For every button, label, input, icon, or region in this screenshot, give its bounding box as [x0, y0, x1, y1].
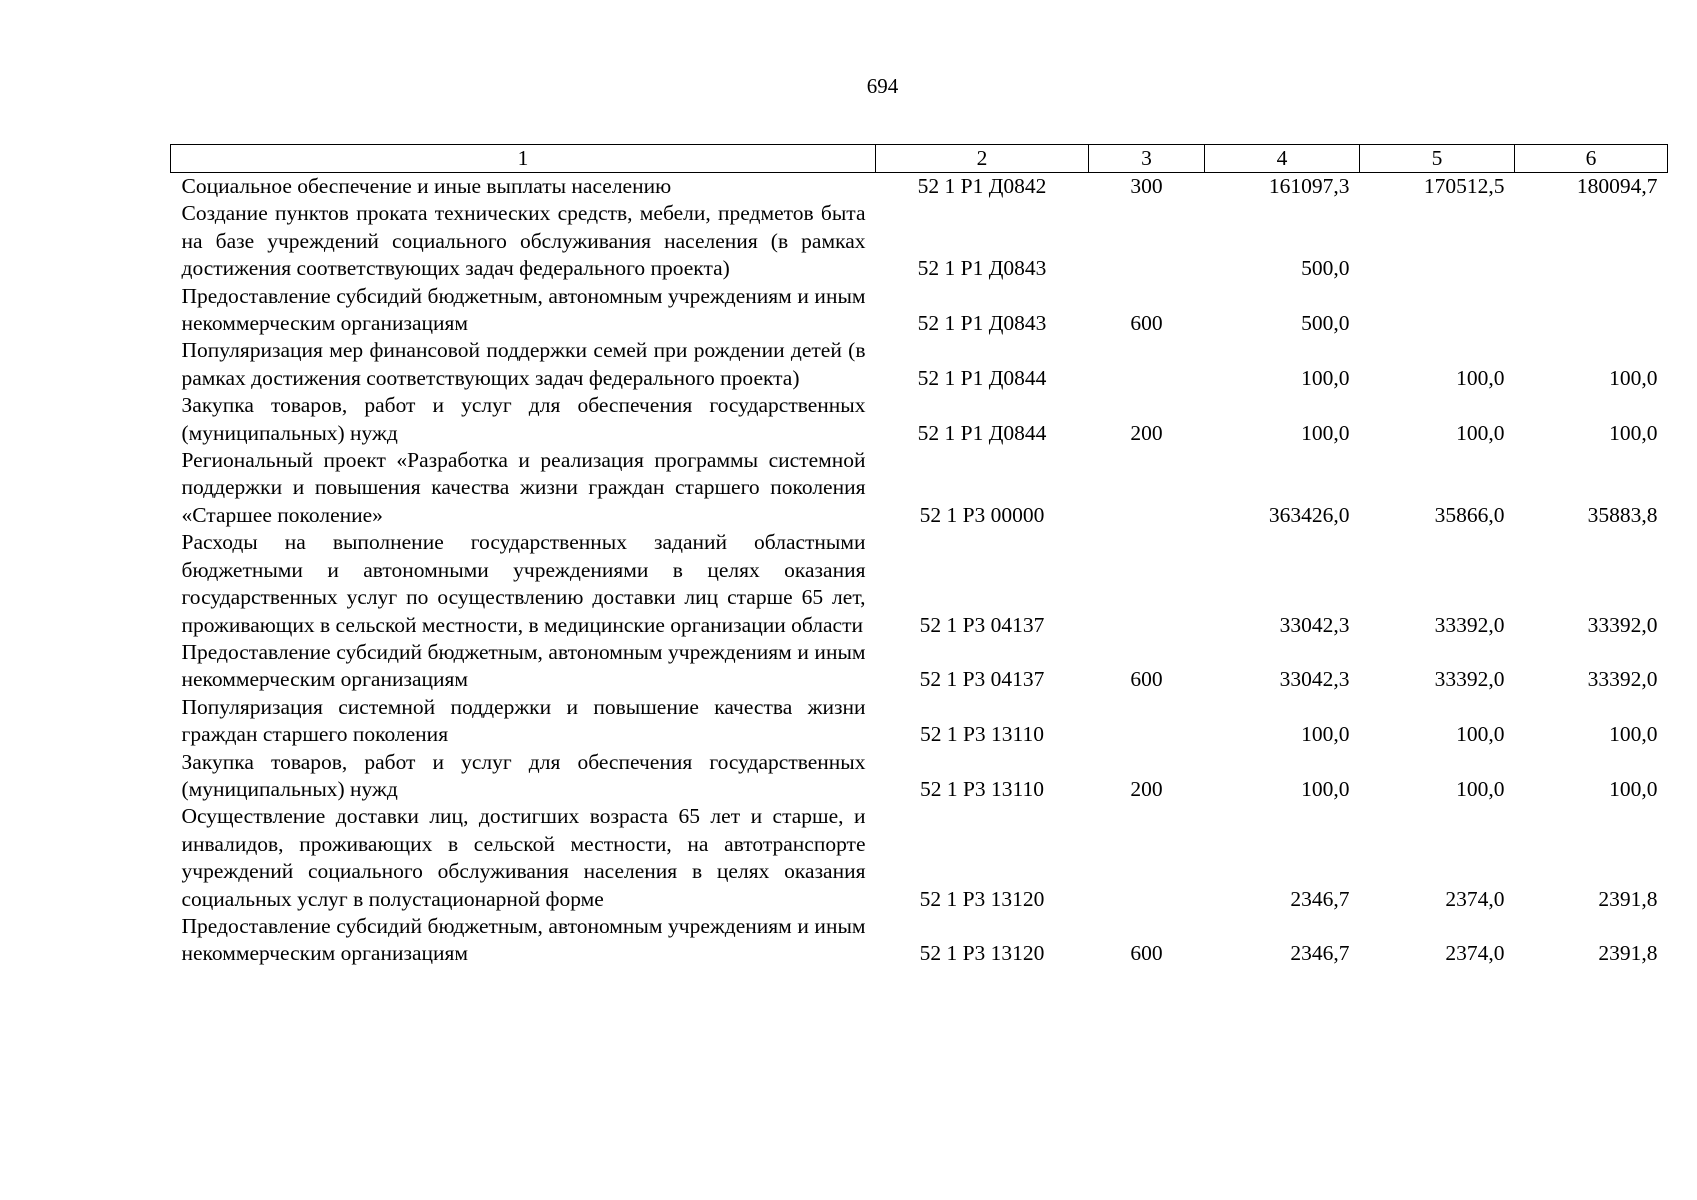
row-value-col-5: 100,0: [1456, 722, 1505, 747]
row-value-col-5: 2374,0: [1445, 941, 1505, 966]
row-code: 52 1 Р3 13120: [919, 941, 1045, 966]
row-code: 52 1 Р3 04137: [919, 667, 1045, 692]
row-expense-type: 600: [1130, 941, 1163, 966]
row-value-col-4: 100,0: [1301, 776, 1350, 801]
row-value-col-5: 35866,0: [1434, 502, 1505, 527]
header-col-4: 4: [1205, 145, 1360, 173]
row-name: Предоставление субсидий бюджетным, автономным учреждениям и иным некоммерческим организациям: [181, 639, 866, 692]
budget-table: [170, 144, 1668, 968]
row-value-col-6: 100,0: [1609, 722, 1658, 747]
table-row: [171, 283, 1668, 338]
row-expense-type: 200: [1130, 776, 1163, 801]
header-col-2: 2: [876, 145, 1089, 173]
row-value-col-4: 500,0: [1301, 256, 1350, 281]
table-row: [171, 749, 1668, 804]
table-row: [171, 913, 1668, 968]
row-value-col-4: 100,0: [1301, 722, 1350, 747]
row-value-col-6: 100,0: [1609, 776, 1658, 801]
row-value-col-4: 363426,0: [1268, 502, 1350, 527]
header-col-6: 6: [1515, 145, 1668, 173]
row-name: Социальное обеспечение и иные выплаты населению: [181, 174, 672, 198]
row-value-col-4: 100,0: [1301, 420, 1350, 445]
row-value-col-6: [1515, 200, 1668, 282]
row-value-col-4: 161097,3: [1268, 174, 1350, 198]
row-code: 52 1 Р1 Д0843: [917, 256, 1047, 281]
table-row: [171, 173, 1668, 201]
row-name: Расходы на выполнение государственных заданий областными бюджетными и автономными учреждениями в целях оказания государственных услуг по осуществлению доставки лиц старше 65 лет, проживающих в сельской местности, в медицинские организации области: [181, 530, 866, 637]
row-value-col-5: 2374,0: [1445, 886, 1505, 911]
header-col-5: 5: [1360, 145, 1515, 173]
row-expense-type: 600: [1130, 667, 1163, 692]
row-expense-type: [1089, 337, 1205, 392]
row-code: 52 1 Р3 04137: [919, 612, 1045, 637]
table-row: [171, 803, 1668, 913]
row-name: Популяризация системной поддержки и повышение качества жизни граждан старшего поколения: [181, 694, 866, 747]
row-name: Предоставление субсидий бюджетным, автономным учреждениям и иным некоммерческим организациям: [181, 913, 866, 966]
table-header: [171, 145, 1668, 173]
row-code: 52 1 Р3 13120: [919, 886, 1045, 911]
row-value-col-5: 170512,5: [1423, 174, 1505, 198]
row-value-col-5: 100,0: [1456, 420, 1505, 445]
row-value-col-5: 33392,0: [1434, 612, 1505, 637]
row-code: 52 1 Р3 00000: [919, 502, 1045, 527]
header-row: [171, 145, 1668, 173]
table-row: [171, 200, 1668, 282]
row-value-col-6: 100,0: [1609, 420, 1658, 445]
row-value-col-5: 100,0: [1456, 776, 1505, 801]
row-expense-type: 300: [1130, 174, 1163, 198]
row-value-col-6: 33392,0: [1587, 667, 1658, 692]
row-value-col-6: 180094,7: [1576, 174, 1658, 198]
row-expense-type: [1089, 694, 1205, 749]
row-value-col-6: 2391,8: [1598, 886, 1658, 911]
row-expense-type: 200: [1130, 420, 1163, 445]
row-code: 52 1 Р1 Д0842: [917, 174, 1047, 198]
row-value-col-5: [1360, 200, 1515, 282]
row-value-col-6: [1515, 283, 1668, 338]
table-body: [171, 173, 1668, 968]
row-expense-type: [1089, 447, 1205, 529]
row-value-col-6: 35883,8: [1587, 502, 1658, 527]
row-value-col-4: 100,0: [1301, 365, 1350, 390]
row-name: Закупка товаров, работ и услуг для обеспечения государственных (муниципальных) нужд: [181, 749, 866, 801]
row-expense-type: [1089, 529, 1205, 639]
row-name: Закупка товаров, работ и услуг для обеспечения государственных (муниципальных) нужд: [181, 393, 866, 445]
table-row: [171, 694, 1668, 749]
row-value-col-5: [1360, 283, 1515, 338]
row-value-col-4: 33042,3: [1279, 612, 1350, 637]
row-value-col-4: 2346,7: [1290, 941, 1350, 966]
table-row: [171, 639, 1668, 694]
row-name: Создание пунктов проката технических средств, мебели, предметов быта на базе учреждений социального обслуживания населения (в рамках достижения соответствующих задач федерального проекта): [181, 201, 866, 281]
row-code: 52 1 Р1 Д0844: [917, 365, 1047, 390]
row-value-col-4: 33042,3: [1279, 667, 1350, 692]
row-name: Осуществление доставки лиц, достигших возраста 65 лет и старше, и инвалидов, проживающих в сельской местности, на автотранспорте учреждений социального обслуживания населения в целях оказания социальных услуг в полустационарной форме: [181, 804, 866, 911]
header-col-3: 3: [1089, 145, 1205, 173]
table-row: [171, 337, 1668, 392]
row-code: 52 1 Р3 13110: [919, 776, 1045, 801]
row-value-col-6: 100,0: [1609, 365, 1658, 390]
row-expense-type: [1089, 200, 1205, 282]
row-value-col-6: 2391,8: [1598, 941, 1658, 966]
table-row: [171, 529, 1668, 639]
row-name: Популяризация мер финансовой поддержки семей при рождении детей (в рамках достижения соответствующих задач федерального проекта): [181, 338, 866, 390]
row-value-col-6: 33392,0: [1587, 612, 1658, 637]
row-value-col-4: 500,0: [1301, 311, 1350, 336]
row-code: 52 1 Р1 Д0843: [917, 311, 1047, 336]
row-name: Региональный проект «Разработка и реализация программы системной поддержки и повышения качества жизни граждан старшего поколения «Старшее поколение»: [181, 448, 866, 527]
page-number: 694: [866, 74, 899, 98]
row-code: 52 1 Р3 13110: [919, 722, 1045, 747]
header-col-1: 1: [171, 145, 876, 173]
row-expense-type: 600: [1130, 311, 1163, 336]
row-value-col-4: 2346,7: [1290, 886, 1350, 911]
row-expense-type: [1089, 803, 1205, 913]
row-name: Предоставление субсидий бюджетным, автономным учреждениям и иным некоммерческим организациям: [181, 283, 866, 336]
row-code: 52 1 Р1 Д0844: [917, 420, 1047, 445]
row-value-col-5: 100,0: [1456, 365, 1505, 390]
table-row: [171, 447, 1668, 529]
table-row: [171, 392, 1668, 447]
row-value-col-5: 33392,0: [1434, 667, 1505, 692]
